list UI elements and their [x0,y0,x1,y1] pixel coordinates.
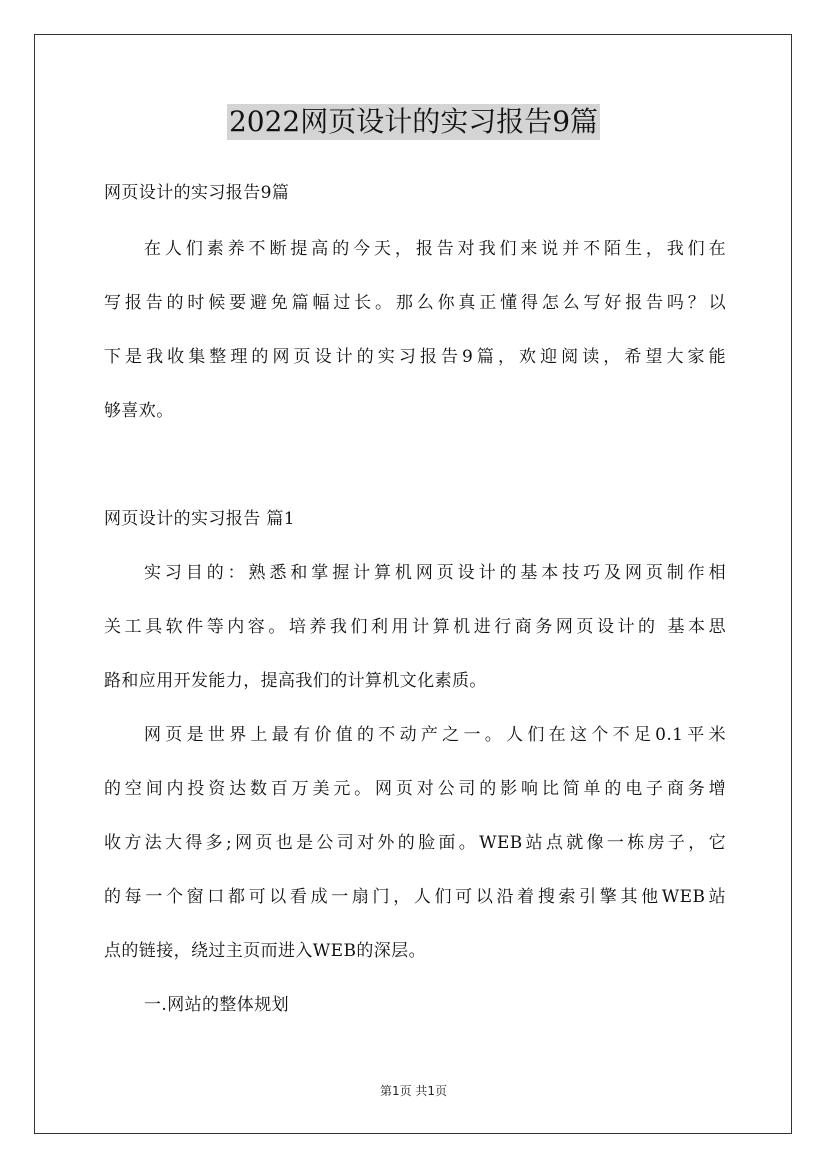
web-line-2: 的空间内投资达数百万美元。网页对公司的影响比简单的电子商务增 [104,779,726,799]
intro-line-4: 够喜欢。 [104,401,174,421]
web-line-4: 的每一个窗口都可以看成一扇门，人们可以沿着搜索引擎其他WEB站 [104,887,726,907]
purpose-line-3: 路和应用开发能力，提高我们的计算机文化素质。 [104,671,487,691]
document-title: 2022网页设计的实习报告9篇 [228,105,599,138]
intro-line-2: 写报告的时候要避免篇幅过长。那么你真正懂得怎么写好报告吗？以 [104,293,726,313]
web-line-1: 网页是世界上最有价值的不动产之一。人们在这个不足0.1平米 [144,725,726,745]
web-line-5: 点的链接，绕过主页而进入WEB的深层。 [104,941,426,961]
subtitle: 网页设计的实习报告9篇 [104,183,290,203]
title-container [0,104,827,140]
subheading-site-planning: 一.网站的整体规划 [144,995,290,1015]
web-line-3: 收方法大得多;网页也是公司对外的脸面。WEB站点就像一栋房子，它 [104,833,726,853]
section-heading: 网页设计的实习报告 篇1 [104,509,296,529]
purpose-line-1: 实习目的：熟悉和掌握计算机网页设计的基本技巧及网页制作相 [144,563,726,583]
purpose-line-2: 关工具软件等内容。培养我们利用计算机进行商务网页设计的 基本思 [104,617,726,637]
intro-line-1: 在人们素养不断提高的今天，报告对我们来说并不陌生，我们在 [144,239,726,259]
page-footer: 第1页 共1页 [379,1084,448,1098]
intro-line-3: 下是我收集整理的网页设计的实习报告9篇，欢迎阅读，希望大家能 [104,347,726,367]
